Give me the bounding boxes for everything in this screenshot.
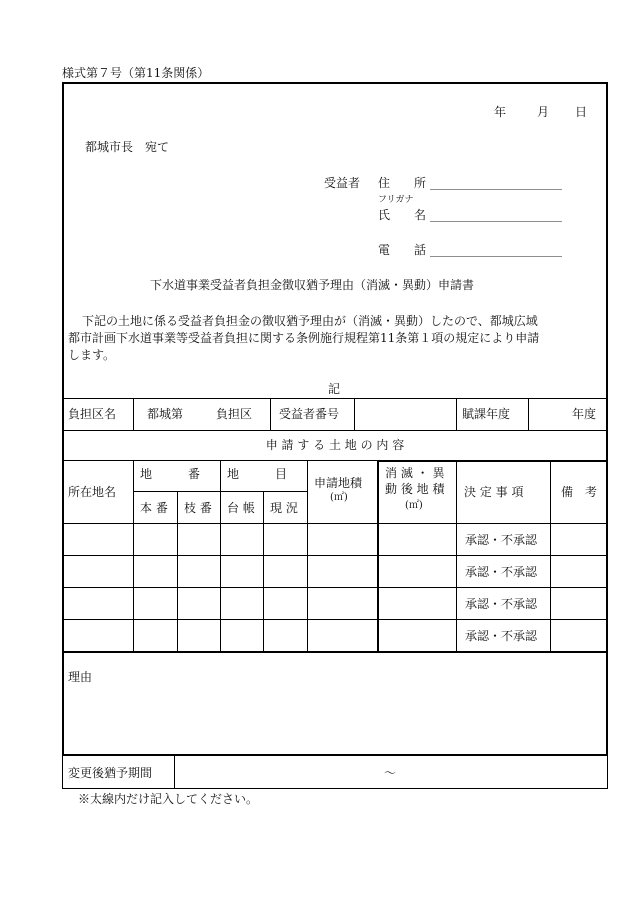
decision-cell-3[interactable]: 承認・不承認	[465, 597, 538, 611]
header-decision: 決 定 事 項	[464, 485, 524, 499]
header-ledger: 台 帳	[227, 501, 255, 515]
form-title: 下水道事業受益者負担金徴収猶予理由（消滅・異動）申請書	[150, 278, 475, 292]
period-label: 変更後猶予期間	[68, 766, 153, 780]
date-day: 日	[575, 105, 588, 119]
body-line-3: します。	[68, 348, 116, 362]
table-header-bottom	[62, 523, 608, 524]
info-row-top	[62, 398, 608, 399]
decision-cell-1[interactable]: 承認・不承認	[465, 533, 538, 547]
district-suffix: 負担区	[216, 407, 253, 421]
table-row-line-3	[62, 619, 608, 620]
header-area-2: (㎡)	[330, 492, 348, 503]
table-row-line-2	[62, 587, 608, 588]
phone-label: 電 話	[378, 243, 427, 257]
thick-box-left	[377, 460, 379, 653]
col-line-8	[550, 460, 551, 653]
outer-border-top	[62, 82, 608, 84]
footnote: ※太線内だけ記入してください。	[78, 792, 259, 806]
fiscal-year-label: 賦課年度	[462, 407, 511, 421]
reason-bottom	[62, 754, 608, 756]
district-label: 負担区名	[68, 407, 117, 421]
header-after-3: (㎡)	[405, 500, 423, 511]
info-divider-4	[456, 398, 457, 430]
body-line-1: 下記の土地に係る受益者負担金の徴収猶予理由が（消滅・異動）したので、都城広域	[82, 314, 538, 328]
col-line-7	[456, 460, 457, 653]
address-field[interactable]: ______________________	[430, 176, 562, 190]
addressee: 都城市長 宛て	[85, 140, 170, 154]
col-line-3	[220, 460, 221, 651]
phone-field[interactable]: ______________________	[430, 243, 562, 257]
col-line-2	[177, 491, 178, 651]
form-id: 様式第７号（第11条関係）	[62, 66, 210, 80]
header-remarks: 備 考	[561, 485, 598, 499]
ki-mark: 記	[328, 382, 341, 396]
date-year: 年	[494, 105, 507, 119]
period-right	[607, 756, 608, 788]
info-divider-2	[270, 398, 271, 430]
period-divider	[174, 756, 175, 788]
name-label: 氏 名	[378, 208, 427, 222]
col-line-1	[133, 460, 134, 651]
header-main-no: 本 番	[140, 501, 168, 515]
decision-cell-4[interactable]: 承認・不承認	[465, 629, 538, 643]
table-row-line-1	[62, 555, 608, 556]
info-divider-5	[528, 398, 529, 430]
info-row-bottom	[62, 430, 608, 431]
thick-box-top	[378, 460, 608, 462]
name-field[interactable]: ______________________	[430, 208, 562, 222]
header-branch-no: 枝 番	[184, 501, 212, 515]
header-after-2: 動 後 地 積	[385, 482, 445, 496]
period-separator: 〜	[384, 766, 397, 780]
info-divider-3	[354, 398, 355, 430]
col-line-4	[263, 491, 264, 651]
period-left	[62, 756, 63, 788]
furigana-label: フリガナ	[378, 195, 414, 205]
header-location: 所在地名	[68, 485, 117, 499]
thick-box-bottom	[62, 651, 608, 653]
info-divider-1	[133, 398, 134, 430]
header-area-1: 申請地積	[314, 476, 363, 490]
outer-border-left	[62, 82, 64, 756]
col-line-5	[307, 460, 308, 651]
body-line-2: 都市計画下水道事業等受益者負担に関する条例施行規程第11条第１項の規定により申請	[68, 331, 540, 345]
period-bottom	[62, 788, 608, 789]
decision-cell-2[interactable]: 承認・不承認	[465, 565, 538, 579]
applicant-role: 受益者	[324, 176, 361, 190]
header-current: 現 況	[270, 501, 298, 515]
date-month: 月	[537, 105, 550, 119]
address-label: 住 所	[378, 176, 427, 190]
header-lot: 地 番	[140, 467, 201, 481]
district-prefix: 都城第	[147, 407, 184, 421]
fiscal-year-suffix: 年度	[572, 407, 597, 421]
reason-label: 理由	[68, 670, 93, 684]
header-after-1: 消 滅 ・ 異	[385, 466, 445, 480]
header-category: 地 目	[227, 467, 288, 481]
outer-border-right	[606, 82, 608, 756]
section-title: 申 請 す る 土 地 の 内 容	[265, 438, 405, 452]
beneficiary-no-label: 受益者番号	[279, 407, 340, 421]
